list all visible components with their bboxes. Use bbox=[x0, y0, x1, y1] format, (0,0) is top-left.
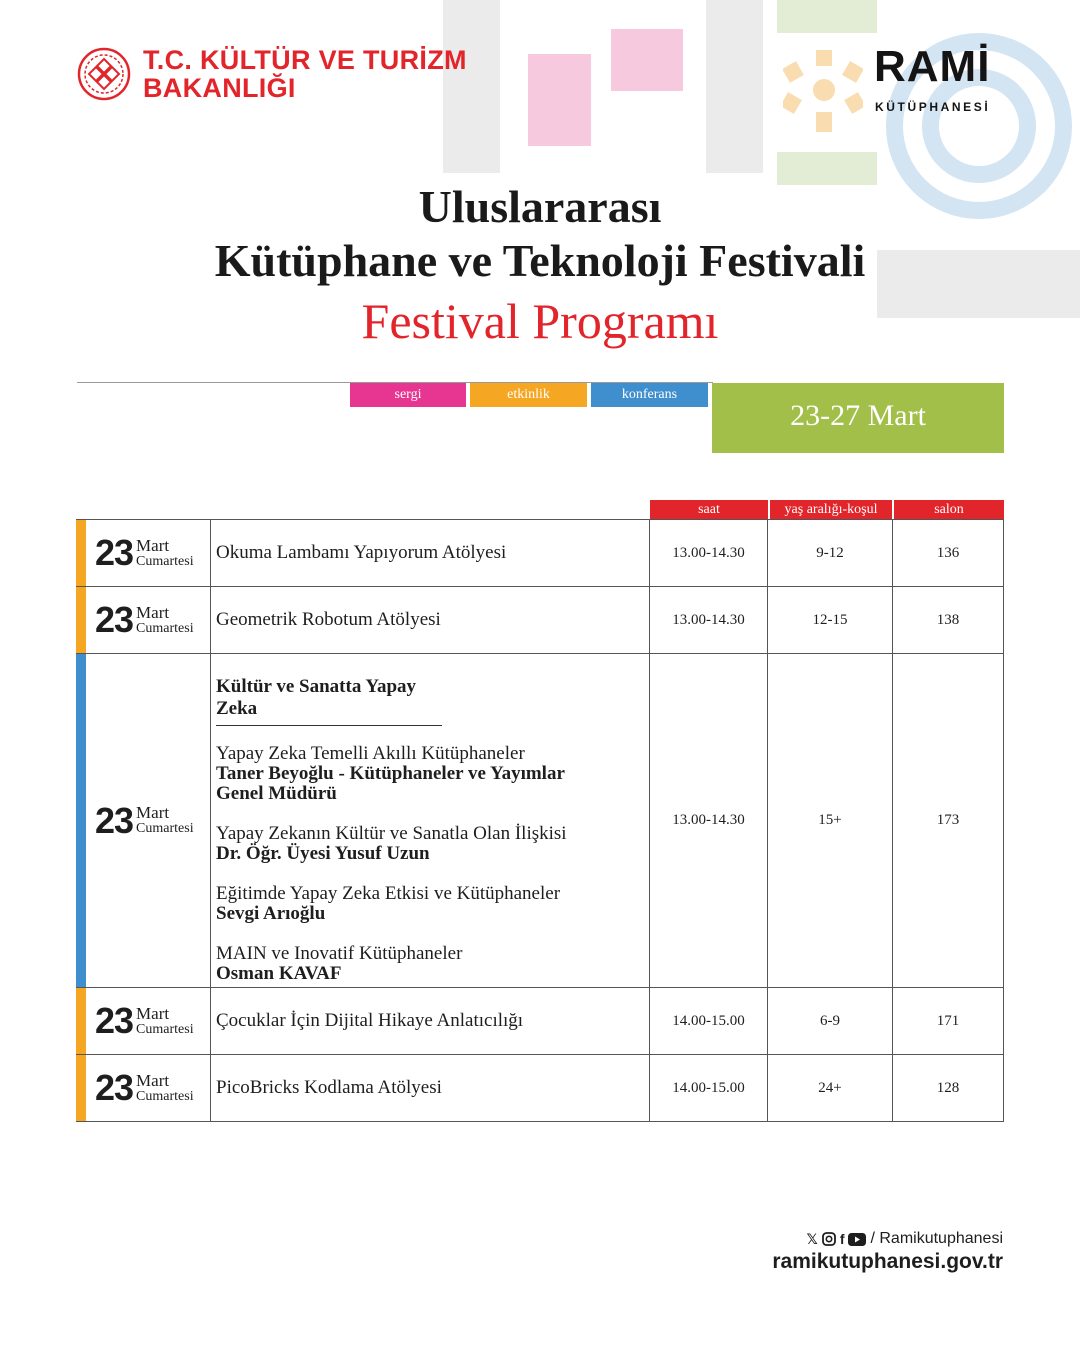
title-line1: Uluslararası bbox=[418, 181, 662, 232]
hall-cell: 128 bbox=[936, 1079, 960, 1096]
date-weekday: Cumartesi bbox=[136, 1021, 194, 1037]
hall-cell: 138 bbox=[936, 611, 960, 628]
talk-title: Eğitimde Yapay Zeka Etkisi ve Kütüphaneler bbox=[216, 883, 561, 904]
time-cell: 13.00-14.30 bbox=[650, 587, 768, 653]
date-cell bbox=[86, 520, 211, 586]
date-cell bbox=[86, 988, 211, 1054]
date-month: Mart bbox=[136, 535, 170, 555]
talk-item bbox=[216, 824, 567, 864]
hall-cell: 171 bbox=[936, 1012, 960, 1029]
decor-block bbox=[706, 0, 763, 173]
decor-block bbox=[611, 29, 683, 91]
date-day: 23 bbox=[95, 1000, 134, 1041]
time-cell: 14.00-15.00 bbox=[650, 988, 768, 1054]
talk-item bbox=[216, 744, 596, 804]
date-cell bbox=[86, 654, 211, 987]
event-title: PicoBricks Kodlama Atölyesi bbox=[211, 1055, 650, 1121]
conference-title: Kültür ve Sanatta Yapay Zeka bbox=[216, 676, 442, 726]
date-cell bbox=[86, 1055, 211, 1121]
facebook-icon[interactable]: f bbox=[839, 1231, 845, 1247]
decor-block bbox=[528, 54, 591, 146]
table-row bbox=[76, 654, 1004, 988]
legend-sergi: sergi bbox=[350, 383, 466, 407]
date-day: 23 bbox=[95, 532, 134, 573]
program-table bbox=[76, 519, 1004, 1122]
column-header-salon: salon bbox=[894, 500, 1004, 520]
type-bar-etkinlik bbox=[76, 988, 86, 1054]
talk-title: Yapay Zekanın Kültür ve Sanatla Olan İlişkisi bbox=[216, 823, 567, 844]
date-month: Mart bbox=[136, 1003, 170, 1023]
event-title: Okuma Lambamı Yapıyorum Atölyesi bbox=[211, 520, 650, 586]
table-row bbox=[76, 520, 1004, 587]
column-header-yas: yaş aralığı-koşul bbox=[770, 500, 892, 520]
age-cell: 24+ bbox=[768, 1055, 893, 1121]
table-row bbox=[76, 988, 1004, 1055]
ministry-logo bbox=[77, 45, 467, 103]
date-day: 23 bbox=[95, 799, 134, 841]
time-cell: 13.00-14.30 bbox=[650, 520, 768, 586]
youtube-icon[interactable] bbox=[848, 1233, 866, 1246]
age-cell: 15+ bbox=[768, 654, 893, 987]
type-bar-etkinlik bbox=[76, 520, 86, 586]
date-weekday: Cumartesi bbox=[136, 1088, 194, 1104]
talk-speaker: Dr. Öğr. Üyesi Yusuf Uzun bbox=[216, 843, 430, 864]
hall-cell: 173 bbox=[936, 812, 960, 828]
event-title: Çocuklar İçin Dijital Hikaye Anlatıcılığı bbox=[211, 988, 650, 1054]
date-month: Mart bbox=[136, 602, 170, 622]
age-cell: 12-15 bbox=[768, 587, 893, 653]
talk-item bbox=[216, 944, 462, 984]
type-bar-etkinlik bbox=[76, 587, 86, 653]
rami-logo-subtitle: KÜTÜPHANESİ bbox=[875, 100, 991, 114]
social-handle[interactable]: / Ramikutuphanesi bbox=[870, 1230, 1003, 1247]
conference-block bbox=[211, 654, 650, 987]
date-month: Mart bbox=[136, 1070, 170, 1090]
event-title: Geometrik Robotum Atölyesi bbox=[211, 587, 650, 653]
decor-block bbox=[777, 0, 877, 33]
website-link[interactable]: ramikutuphanesi.gov.tr bbox=[772, 1250, 1003, 1273]
date-day: 23 bbox=[95, 1067, 134, 1108]
date-cell bbox=[86, 587, 211, 653]
table-row bbox=[76, 587, 1004, 654]
social-links bbox=[807, 1230, 1003, 1248]
type-bar-etkinlik bbox=[76, 1055, 86, 1121]
talk-speaker: Taner Beyoğlu - Kütüphaneler ve Yayımlar Genel Müdürü bbox=[216, 763, 565, 804]
date-month: Mart bbox=[136, 803, 170, 822]
title-line3: Festival Programı bbox=[361, 293, 719, 349]
date-weekday: Cumartesi bbox=[136, 821, 194, 836]
ministry-emblem-icon bbox=[77, 45, 131, 103]
date-day: 23 bbox=[95, 599, 134, 640]
date-range-badge: 23-27 Mart bbox=[712, 383, 1004, 453]
time-cell: 14.00-15.00 bbox=[650, 1055, 768, 1121]
talk-item bbox=[216, 884, 560, 924]
time-cell: 13.00-14.30 bbox=[650, 654, 768, 987]
instagram-icon[interactable] bbox=[822, 1232, 836, 1246]
talk-title: Yapay Zeka Temelli Akıllı Kütüphaneler bbox=[216, 743, 525, 764]
age-cell: 9-12 bbox=[768, 520, 893, 586]
x-icon[interactable]: 𝕏 bbox=[806, 1230, 818, 1247]
column-header-saat: saat bbox=[650, 500, 768, 520]
talk-speaker: Osman KAVAF bbox=[216, 963, 342, 984]
type-bar-konferans bbox=[76, 654, 86, 987]
table-row bbox=[76, 1055, 1004, 1122]
rami-logo-mark-icon bbox=[783, 50, 863, 135]
talk-speaker: Sevgi Arıoğlu bbox=[216, 903, 326, 924]
title-line2: Kütüphane ve Teknoloji Festivali bbox=[214, 235, 866, 286]
ministry-name-line2: BAKANLIĞI bbox=[143, 73, 296, 103]
ministry-name-line1: T.C. KÜLTÜR VE TURİZM bbox=[143, 45, 467, 75]
legend-etkinlik: etkinlik bbox=[470, 383, 587, 407]
legend-konferans: konferans bbox=[591, 383, 708, 407]
age-cell: 6-9 bbox=[768, 988, 893, 1054]
date-weekday: Cumartesi bbox=[136, 553, 194, 569]
rami-logo-name: RAMİ bbox=[874, 42, 991, 91]
date-weekday: Cumartesi bbox=[136, 620, 194, 636]
talk-title: MAIN ve Inovatif Kütüphaneler bbox=[216, 943, 463, 964]
hall-cell: 136 bbox=[936, 544, 960, 561]
